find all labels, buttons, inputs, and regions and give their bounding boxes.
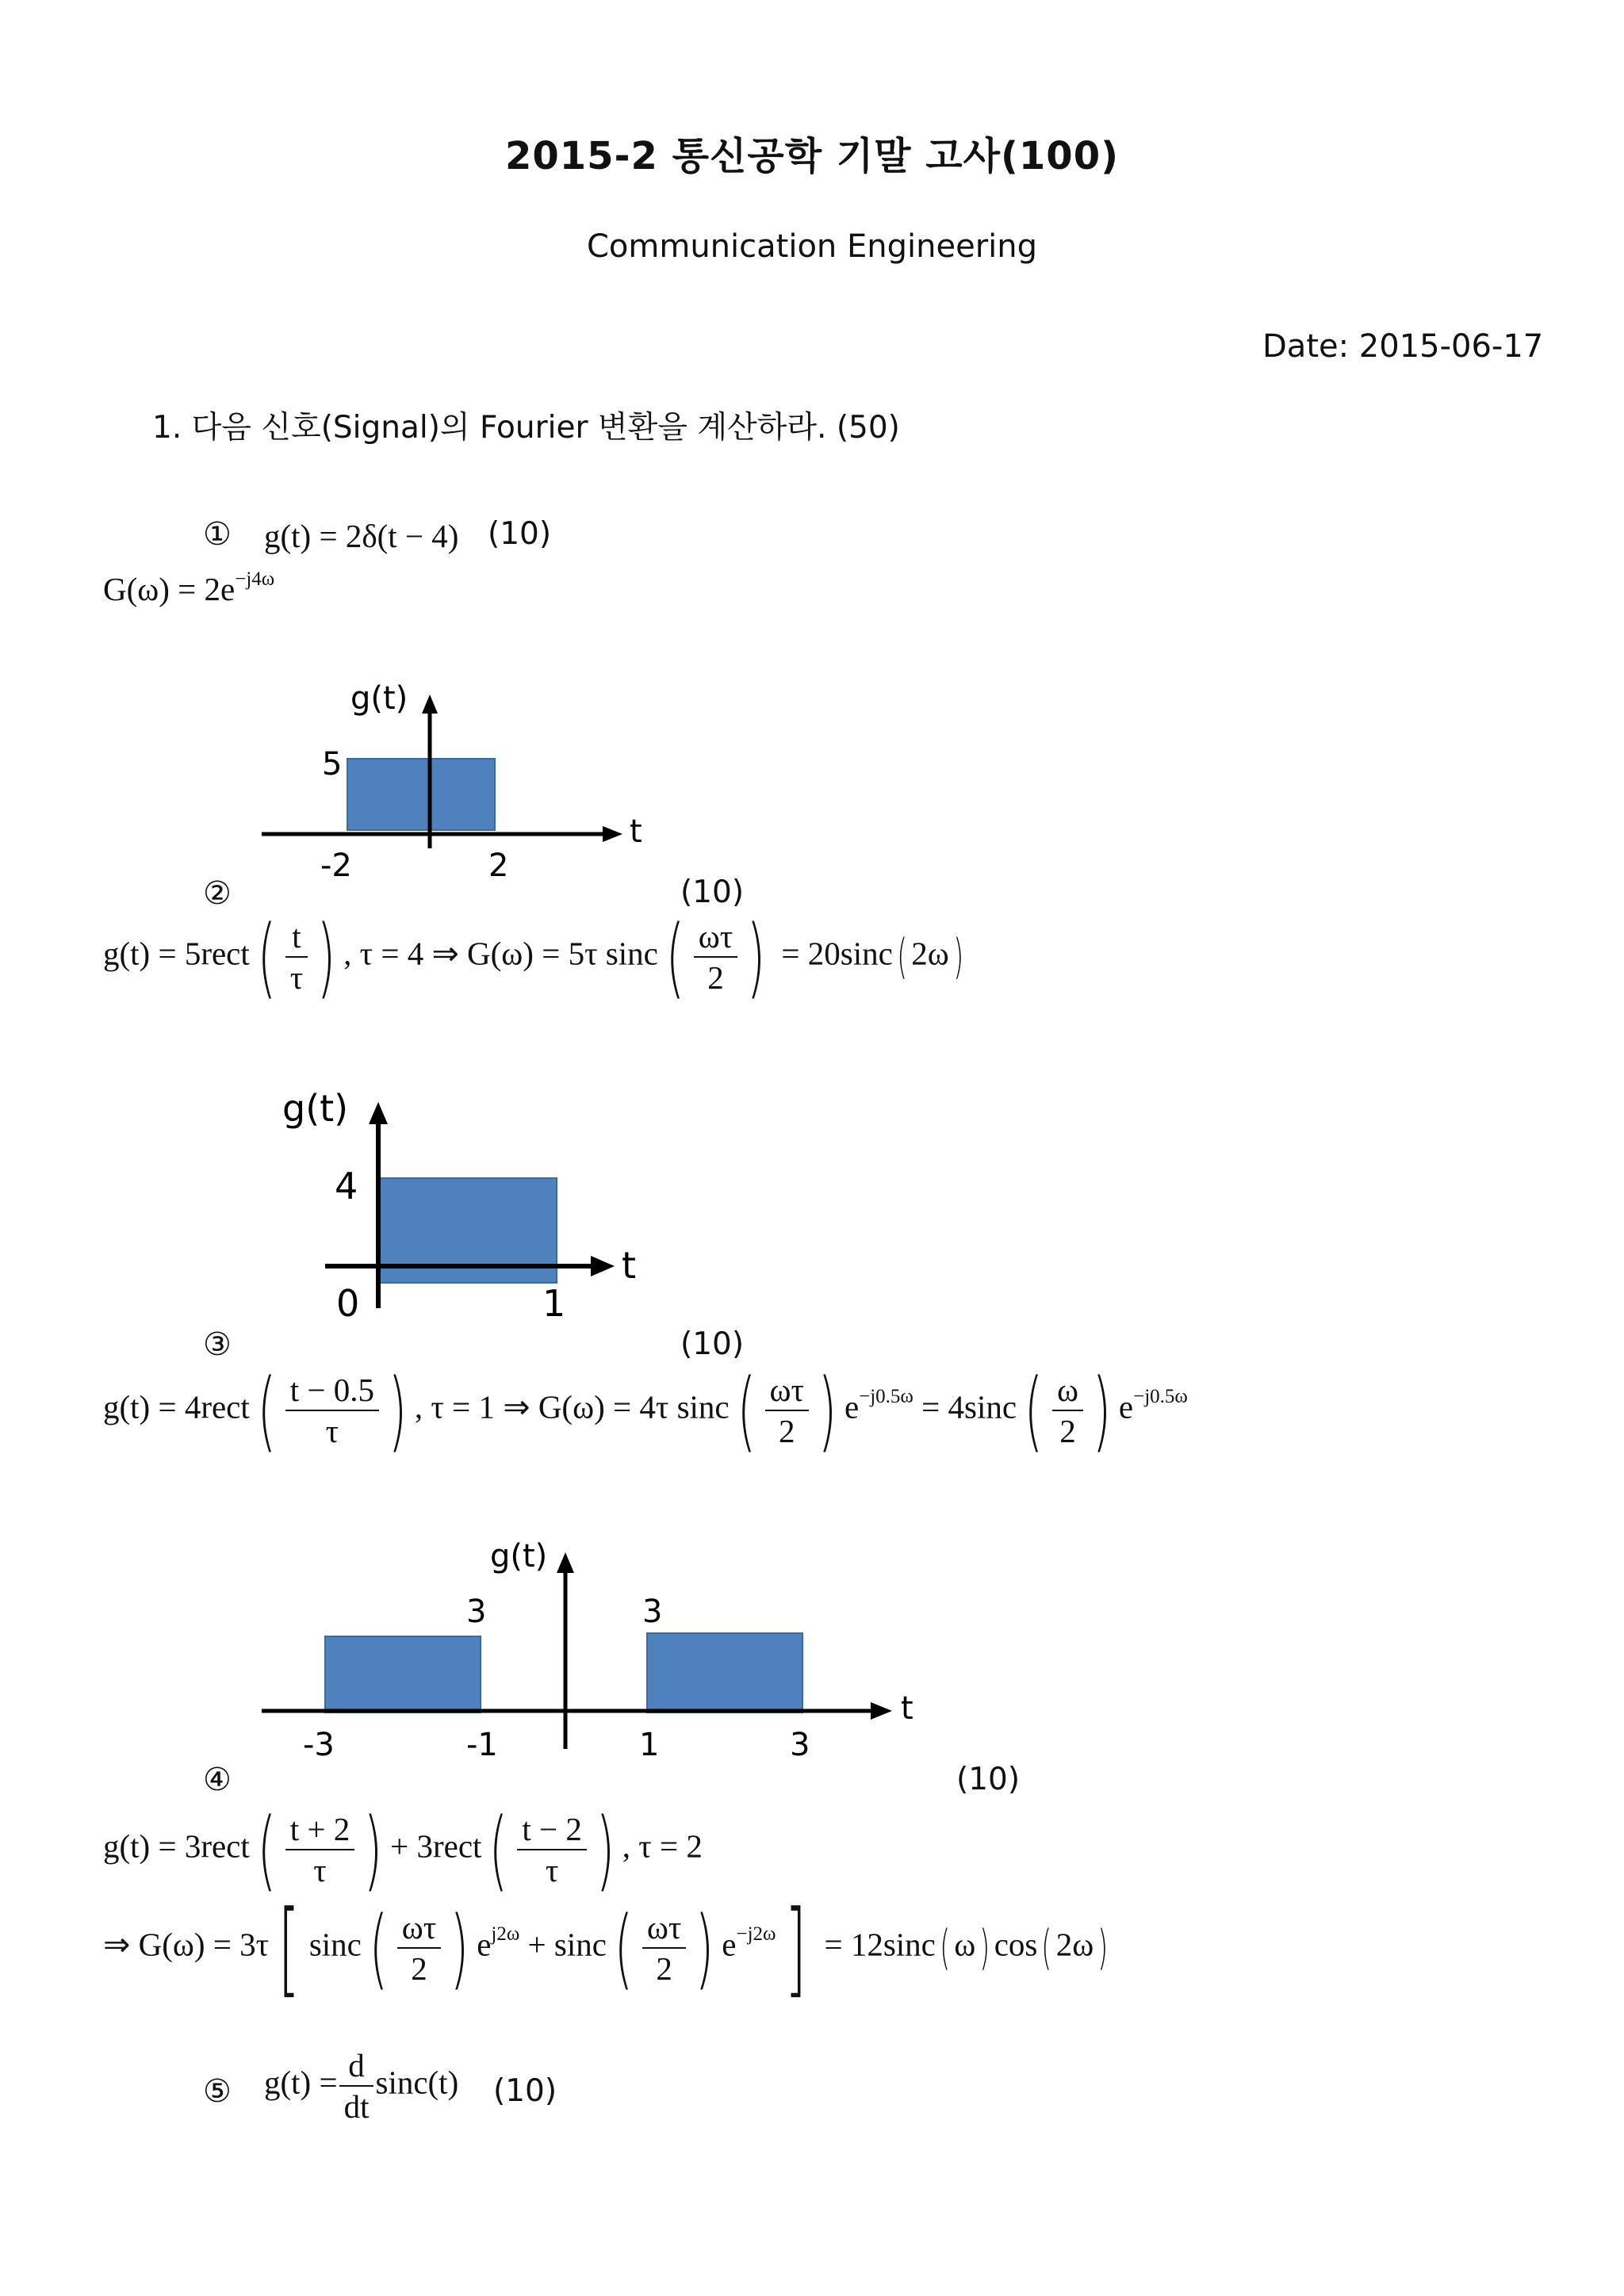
graph-3-level: 4 [335, 1165, 358, 1207]
problem-4-marker: ④ [203, 1762, 232, 1798]
exam-date: Date: 2015-06-17 [1262, 328, 1544, 365]
graph-2-pulse [347, 759, 495, 830]
problem-1-answer: $G(\omega) = 2e^{-j4\omega}$ [103, 568, 275, 607]
graph-4-tick-1: -3 [303, 1727, 335, 1763]
graph-4-pulse-right [647, 1633, 802, 1712]
problem-5-equation: g(t) = $\frac{d}{dt}$ sinc(t) [264, 2047, 459, 2125]
problem-4-answer-line-2: ⇒ G(ω) = 3τ[ sinc( $\frac{\omega\tau}{2}$ ) $e^{j2\omega} + \sin c$( $\frac{\omega\tau}{2}$ ) $e^{-j2\omega}] = 12\sin c$( ω) cos( 2ω) [103, 1888, 1109, 2008]
problem-4-answer-line-1: g(t) = 3rect( $\frac{t + 2}{\tau}$ ) + 3rect( $\frac{t - 2}{\tau}$ ) , τ = 2 [103, 1799, 703, 1900]
problem-3-answer: g(t) = 4rect( $\frac{t - 0.5}{\tau}$ ) , τ = 1 ⇒ G(ω) = 4τ sinc( $\frac{\omega\tau}{2}$ ) $e^{-j0.5\omega} = 4\sin c$( $\frac{\omega}{2}$ ) $e^{-j0.5\omega}$ [103, 1360, 1188, 1461]
problem-1-equation: g(t) = 2δ(t − 4) [264, 518, 459, 554]
graph-4-tick-4: 3 [790, 1727, 810, 1763]
graph-4-xlabel: t [901, 1690, 914, 1727]
graph-problem-4 [254, 1535, 936, 1773]
graph-4-tick-3: 1 [639, 1727, 660, 1763]
graph-4-level-right: 3 [642, 1594, 663, 1630]
problem-2-marker: ② [203, 875, 232, 912]
question-1: 1. 다음 신호(Signal)의 Fourier 변환을 계산하라. (50) [152, 410, 900, 446]
graph-4-ylabel: g(t) [490, 1538, 548, 1575]
problem-2-points: (10) [680, 874, 745, 910]
page-subtitle: Communication Engineering [587, 228, 1037, 265]
graph-2-tick-left: -2 [320, 848, 352, 884]
problem-5-points: (10) [493, 2073, 557, 2109]
problem-1-points: (10) [488, 516, 552, 552]
problem-5-marker: ⑤ [203, 2073, 232, 2110]
problem-1-marker: ① [203, 516, 232, 553]
graph-3-tick-right: 1 [542, 1282, 566, 1325]
graph-problem-2 [254, 682, 666, 888]
problem-4-points: (10) [956, 1762, 1021, 1797]
graph-problem-3 [270, 1078, 650, 1332]
page-title: 2015-2 통신공학 기말 고사(100) [504, 134, 1120, 178]
problem-2-answer: g(t) = 5rect( $\frac{t}{\tau}$ ) , τ = 4 ⇒ G(ω) = 5τ sinc( $\frac{\omega\tau}{2}$ ) = 20sinc( 2ω) [103, 906, 963, 1008]
graph-4-level-left: 3 [466, 1594, 487, 1630]
graph-4-tick-2: -1 [466, 1727, 498, 1763]
graph-3-ylabel: g(t) [282, 1087, 349, 1130]
graph-2-tick-right: 2 [488, 848, 509, 884]
graph-2-level: 5 [322, 746, 343, 783]
problem-3-marker: ③ [203, 1326, 232, 1363]
graph-4-pulse-left [325, 1636, 481, 1712]
graph-3-tick-left: 0 [336, 1282, 360, 1325]
graph-2-xlabel: t [630, 813, 642, 850]
graph-2-ylabel: g(t) [350, 682, 408, 717]
graph-3-xlabel: t [622, 1244, 637, 1287]
problem-3-points: (10) [680, 1326, 745, 1362]
